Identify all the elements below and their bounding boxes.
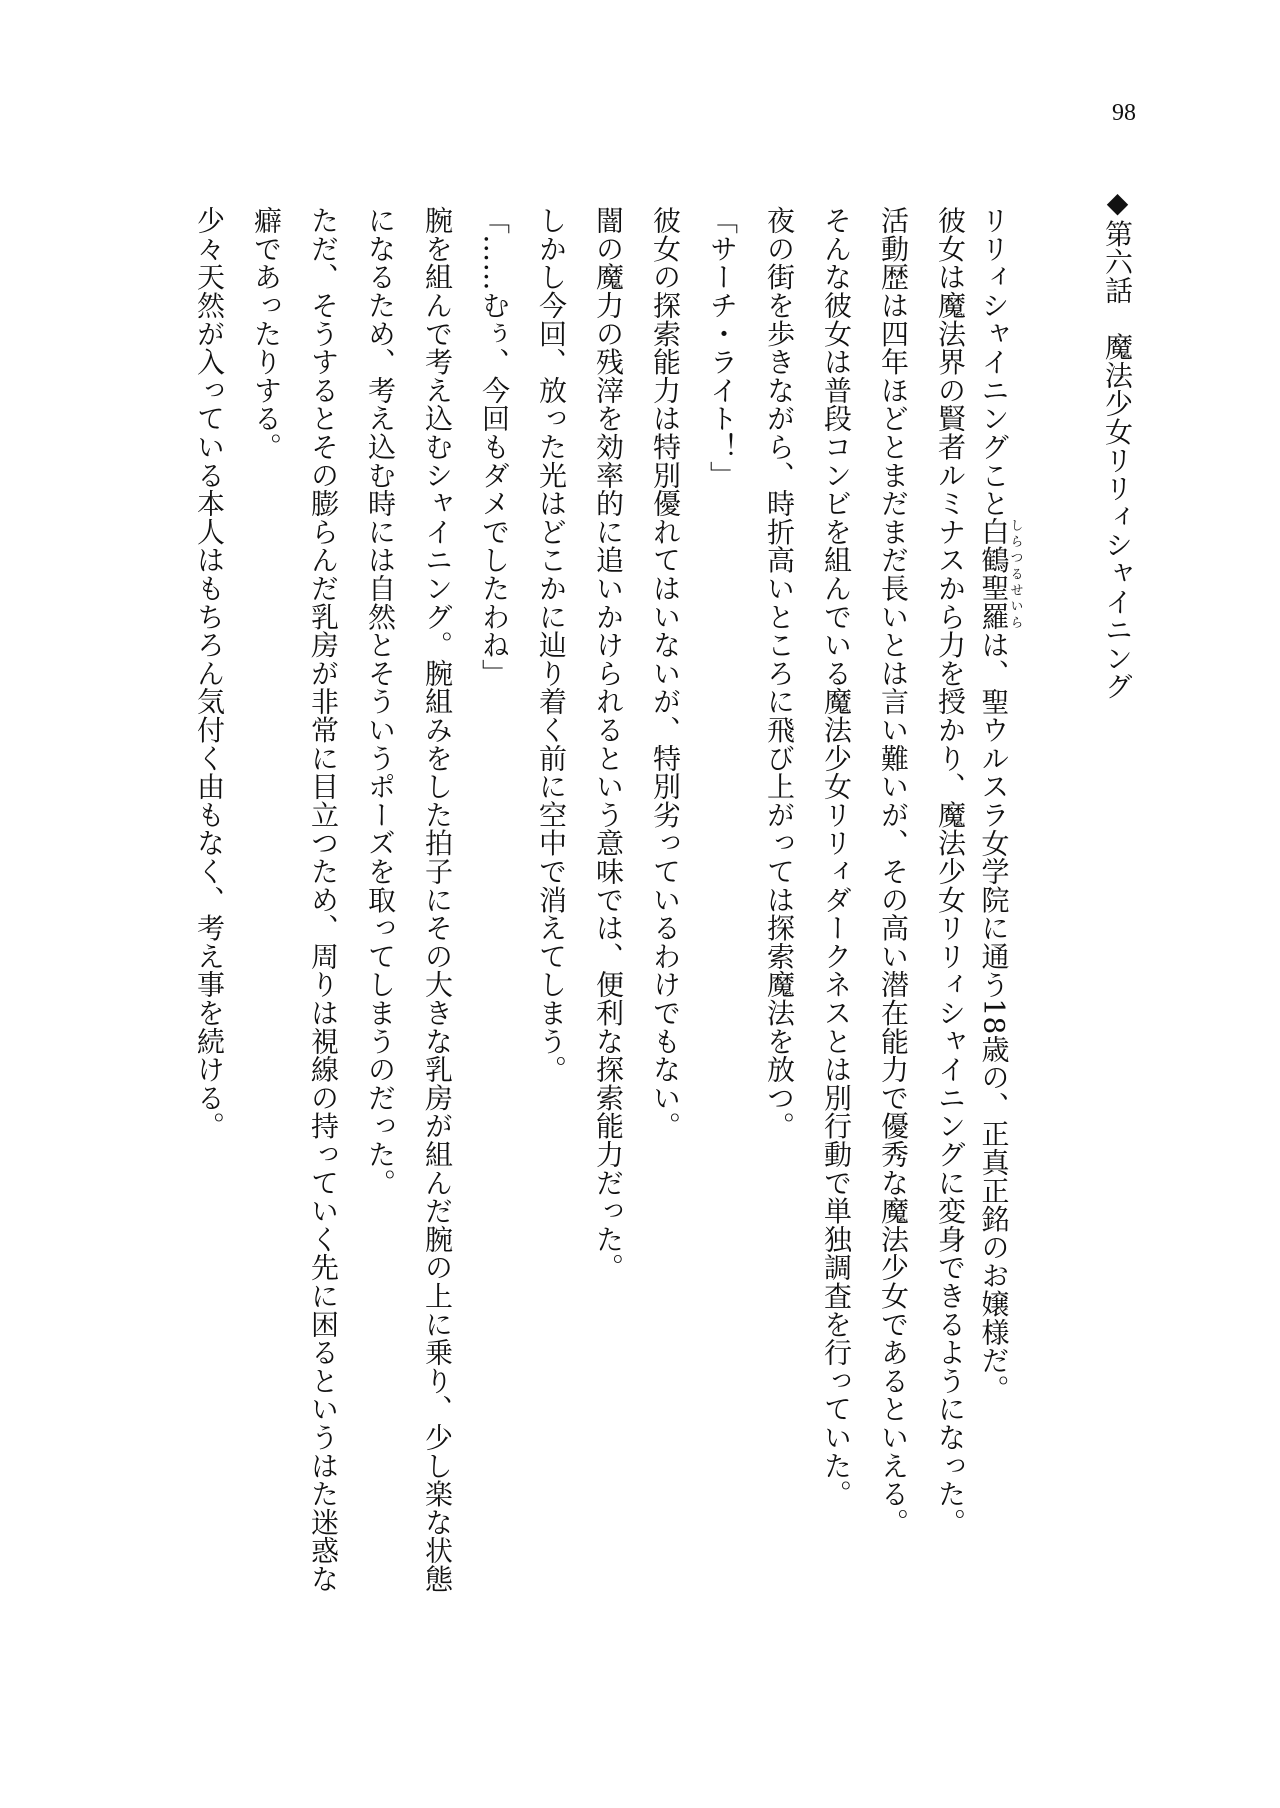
ruby-base: 白鶴聖羅 (977, 517, 1011, 631)
text-line: 彼女の探索能力は特別優れてはいないが、特別劣っているわけでもない。 (649, 206, 682, 1140)
name-with-furigana (977, 517, 1023, 631)
text-line: 少々天然が入っている本人はもちろん気付く由もなく、考え事を続ける。 (193, 206, 226, 1140)
text-line: 「サーチ・ライト！」 (706, 206, 739, 489)
text-line (977, 206, 1023, 1403)
text-line: になるため、考え込む時には自然とそういうポーズを取ってしまうのだった。 (364, 206, 397, 1197)
text-line: 活動歴は四年ほどとまだまだ長いとは言い難いが、その高い潜在能力で優秀な魔法少女であるといえる。 (877, 206, 910, 1537)
text-line: 夜の街を歩きながら、時折高いところに飛び上がっては探索魔法を放つ。 (763, 206, 796, 1140)
text-line: しかし今回、放った光はどこかに辿り着く前に空中で消えてしまう。 (535, 206, 568, 1084)
text-line: 「……むぅ、今回もダメでしたわね」 (478, 206, 511, 688)
text-segment: は、聖ウルスラ女学院に通う18歳の、正真正銘のお嬢様だ。 (977, 630, 1011, 1403)
text-line: 闇の魔力の残滓を効率的に追いかけられるという意味では、便利な探索能力だった。 (592, 206, 625, 1282)
text-segment: リリィシャイニングこと (977, 206, 1011, 518)
chapter-heading: ◆第六話 魔法少女リリィシャイニング (1101, 186, 1134, 701)
furigana: しらつるせいら (1007, 517, 1023, 631)
text-line: ただ、そうするとその膨らんだ乳房が非常に目立つため、周りは視線の持っていく先に困るというはた迷惑な (307, 206, 340, 1593)
text-line: 癖であったりする。 (250, 206, 283, 461)
text-line: 腕を組んで考え込むシャイニング。腕組みをした拍子にその大きな乳房が組んだ腕の上に乗り、少し楽な状態 (421, 206, 454, 1593)
page-number: 98 (1112, 100, 1136, 126)
text-line: そんな彼女は普段コンビを組んでいる魔法少女リリィダークネスとは別行動で単独調査を行っていた。 (820, 206, 853, 1508)
text-line: 彼女は魔法界の賢者ルミナスから力を授かり、魔法少女リリィシャイニングに変身できるようになった。 (934, 206, 967, 1537)
